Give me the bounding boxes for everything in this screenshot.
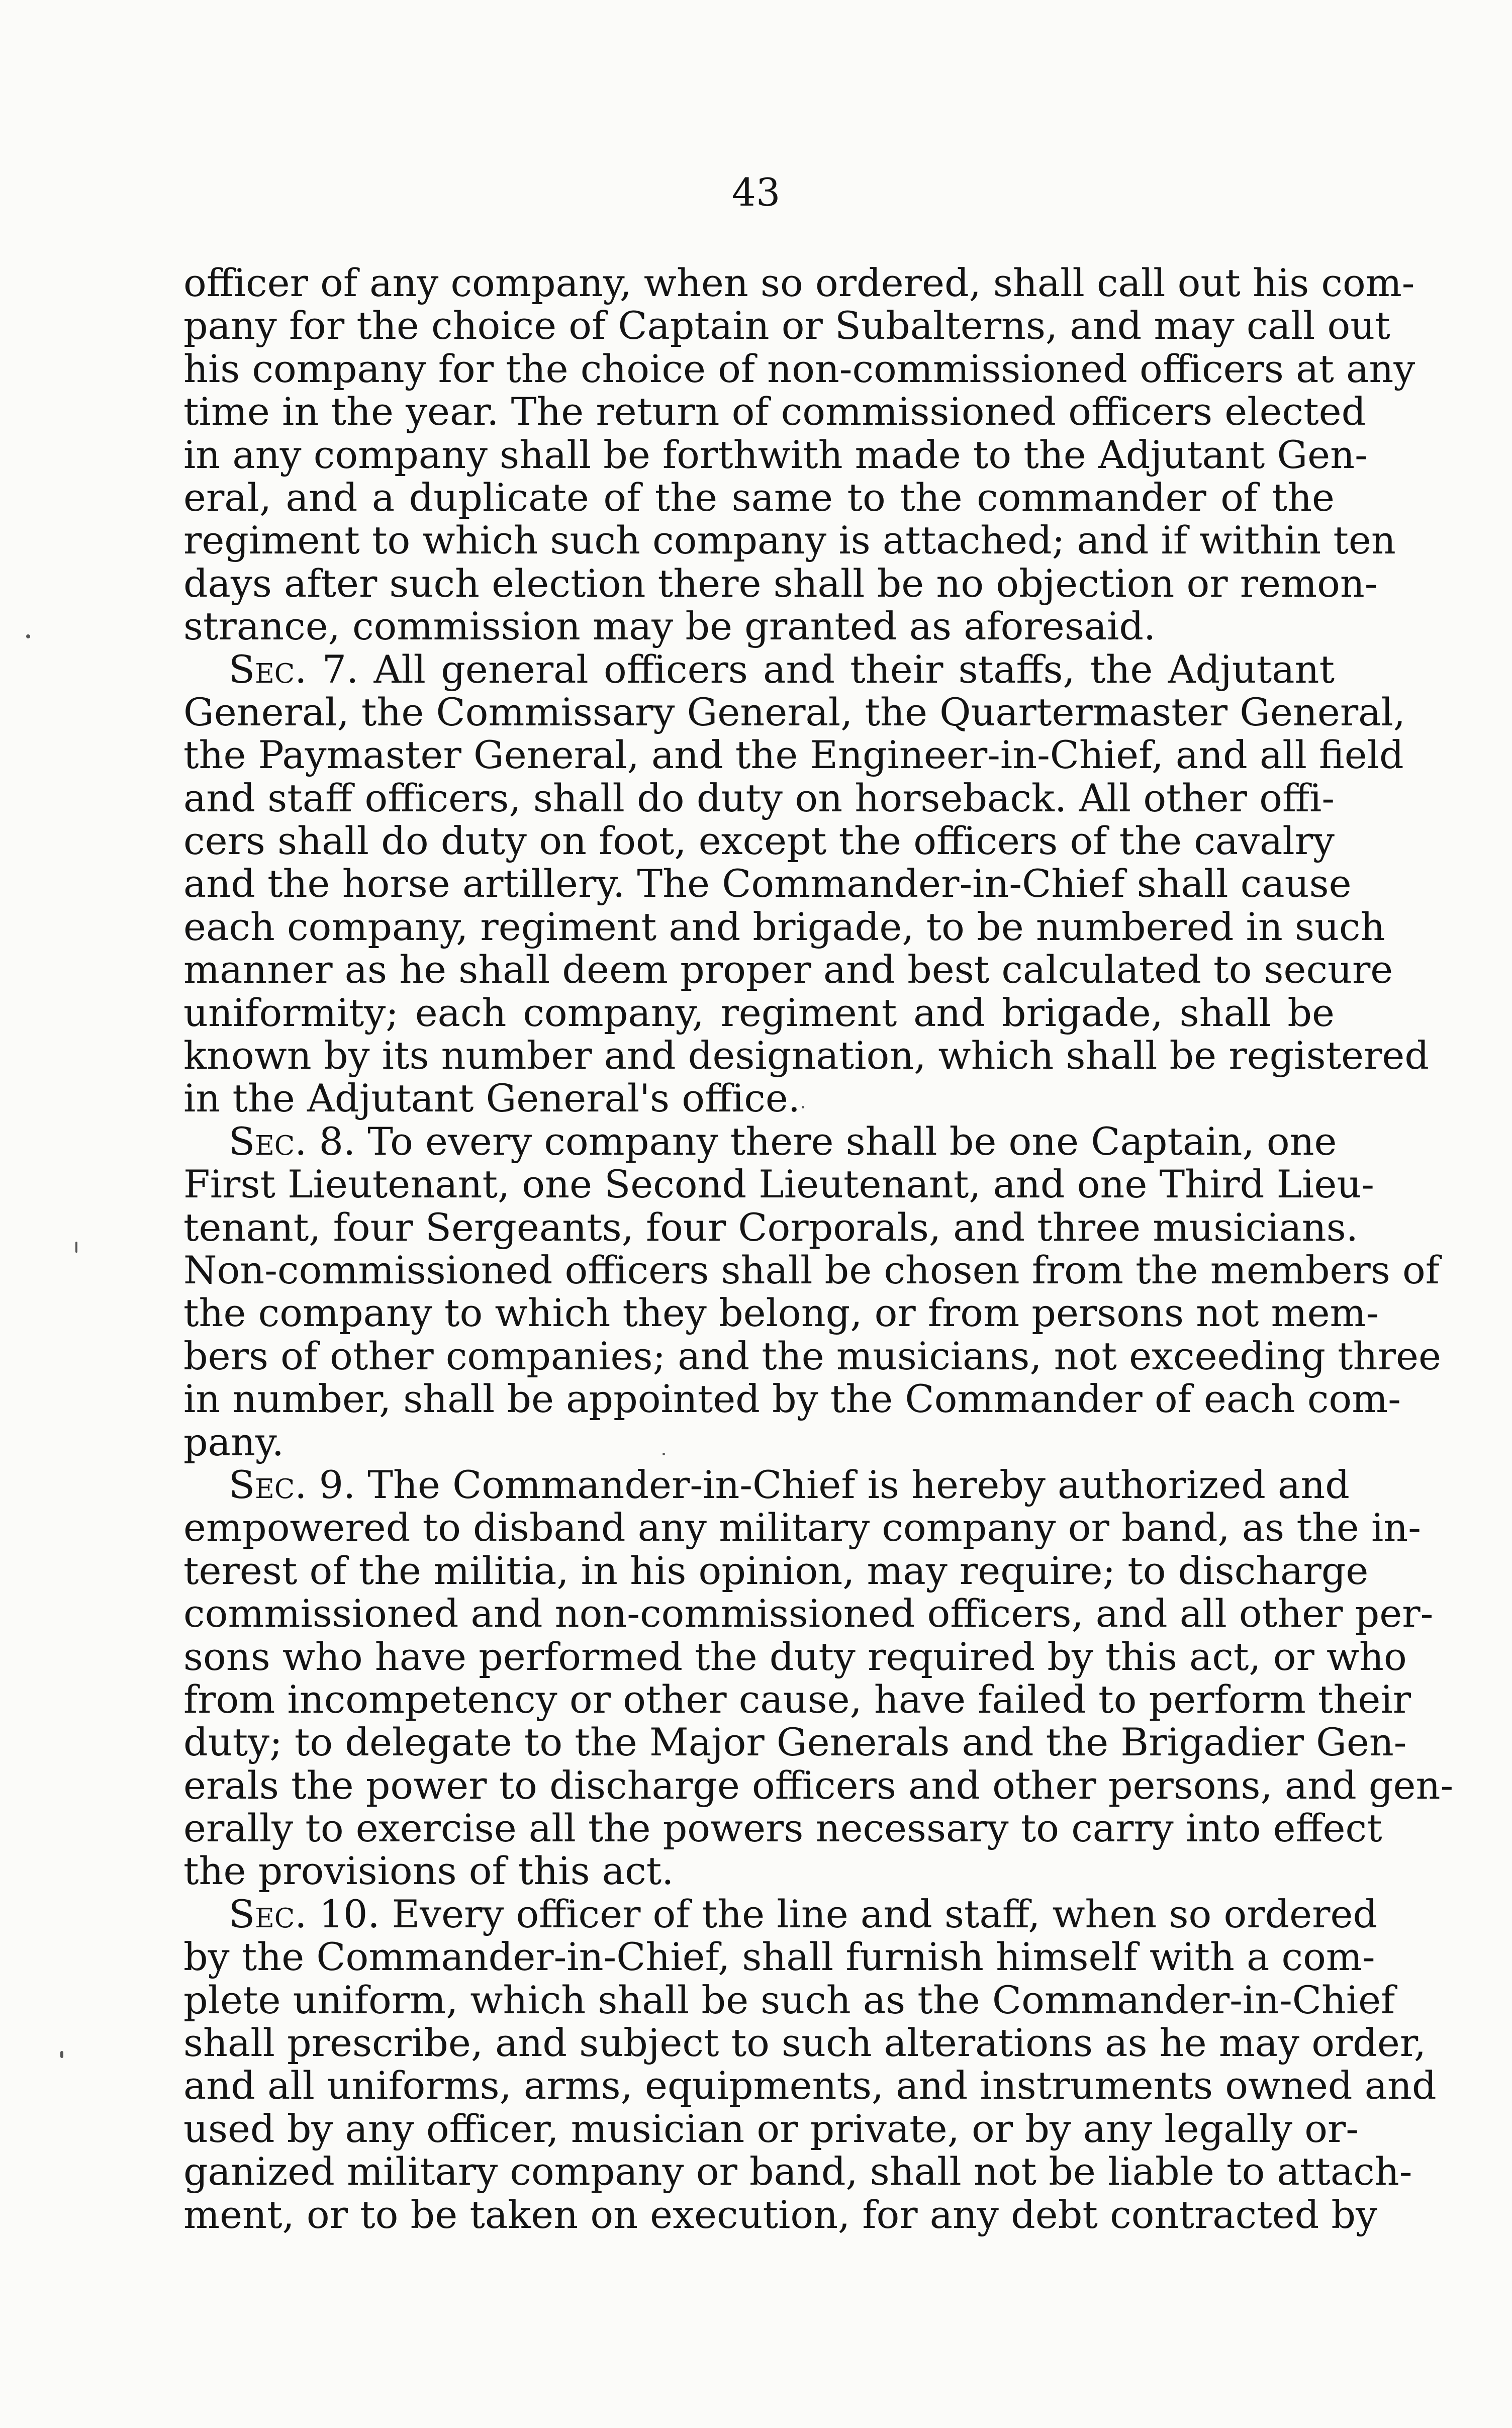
line-text: regiment to which such company is attached; and if within ten — [183, 518, 1396, 563]
text-line — [183, 1505, 1421, 1550]
text-line — [183, 303, 1390, 348]
line-text: pany for the choice of Captain or Subalterns, and may call out — [183, 303, 1390, 348]
line-text: plete uniform, which shall be such as the Commander-in-Chief — [183, 1977, 1395, 2022]
line-text: Non-commissioned officers shall be chosen from the members of — [183, 1247, 1440, 1292]
text-line — [183, 2063, 1437, 2108]
line-text: the Paymaster General, and the Engineer-in-Chief, and all field — [183, 732, 1404, 778]
section-label: Sec. 8. — [229, 1118, 356, 1164]
scan-speck — [802, 1106, 804, 1108]
section-label: Sec. 7. — [229, 646, 359, 692]
scan-speck — [663, 1453, 665, 1455]
line-text: shall prescribe, and subject to such alterations as he may order, — [183, 2020, 1427, 2066]
line-text: First Lieutenant, one Second Lieutenant, and one Third Lieu- — [183, 1162, 1374, 1207]
text-line — [183, 1977, 1395, 2022]
text-line — [183, 1806, 1382, 1851]
text-line — [183, 819, 1335, 862]
text-line — [183, 476, 1335, 519]
line-text: in any company shall be forthwith made to the Adjutant Gen- — [183, 432, 1368, 477]
line-text: time in the year. The return of commissioned officers elected — [183, 389, 1366, 434]
text-line — [183, 861, 1352, 906]
line-text: and all uniforms, arms, equipments, and instruments owned and — [183, 2063, 1437, 2108]
line-text: from incompetency or other cause, have failed to perform their — [183, 1676, 1411, 1722]
line-text: in number, shall be appointed by the Commander of each com- — [183, 1376, 1401, 1422]
line-text: by the Commander-in-Chief, shall furnish himself with a com- — [183, 1934, 1375, 1980]
text-line — [183, 1849, 1335, 1892]
text-line — [183, 1162, 1374, 1207]
line-text: ganized military company or band, shall not be liable to attach- — [183, 2149, 1412, 2194]
line-text: Every officer of the line and staff, when so ordered — [380, 1891, 1378, 1936]
line-text: erally to exercise all the powers necessary to carry into effect — [183, 1806, 1382, 1851]
line-text: uniformity; each company, regiment and brigade, shall be — [183, 990, 1335, 1035]
text-line — [183, 1762, 1454, 1808]
scan-speck — [60, 2051, 63, 2058]
text-line — [183, 561, 1378, 606]
text-line — [183, 1891, 1378, 1936]
line-text: eral, and a duplicate of the same to the commander of the — [183, 475, 1335, 520]
line-text: and the horse artillery. The Commander-in-Chief shall cause — [183, 861, 1352, 906]
section-label: Sec. 10. — [229, 1891, 380, 1936]
section-label: Sec. 9. — [229, 1462, 356, 1507]
line-text: and staff officers, shall do duty on horseback. All other offi- — [183, 775, 1335, 820]
line-text: the provisions of this act. — [183, 1848, 674, 1894]
scan-speck — [75, 1242, 77, 1253]
text-line — [183, 1462, 1350, 1507]
line-text: each company, regiment and brigade, to be numbered in such — [183, 904, 1385, 949]
line-text: known by its number and designation, which shall be registered — [183, 1033, 1430, 1078]
text-line — [183, 1290, 1379, 1336]
scan-speck — [26, 634, 30, 638]
text-line — [183, 777, 1335, 819]
line-text: commissioned and non-commissioned officers, and all other per- — [183, 1591, 1434, 1636]
text-line — [183, 689, 1405, 734]
text-line — [183, 1548, 1369, 1593]
text-line — [183, 947, 1393, 992]
text-line — [183, 389, 1366, 434]
line-text: All general officers and their staffs, the Adjutant — [358, 646, 1335, 692]
text-line — [183, 2106, 1359, 2151]
line-text: terest of the militia, in his opinion, may require; to discharge — [183, 1548, 1369, 1593]
line-text: officer of any company, when so ordered, shall call out his com- — [183, 260, 1415, 305]
line-text: days after such election there shall be no objection or remon- — [183, 561, 1378, 606]
text-line — [183, 904, 1385, 949]
text-line — [183, 1676, 1411, 1722]
text-line — [183, 1120, 1335, 1163]
text-line — [183, 1077, 1335, 1119]
text-line — [183, 1421, 1335, 1463]
text-line — [183, 1591, 1434, 1636]
text-line — [183, 1720, 1407, 1765]
line-text: pany. — [183, 1419, 284, 1464]
text-line — [183, 346, 1415, 391]
text-line — [183, 1634, 1407, 1679]
text-line — [183, 732, 1404, 778]
text-line — [183, 1247, 1440, 1292]
text-line — [183, 2020, 1427, 2066]
page-number: 43 — [731, 170, 781, 215]
line-text: manner as he shall deem proper and best calculated to secure — [183, 947, 1393, 992]
text-line — [183, 2149, 1412, 2194]
text-line — [183, 991, 1335, 1034]
text-line — [183, 1204, 1358, 1250]
line-text: empowered to disband any military company or band, as the in- — [183, 1505, 1421, 1550]
text-line — [183, 2192, 1377, 2237]
line-text: his company for the choice of non-commissioned officers at any — [183, 346, 1415, 391]
body-text — [183, 260, 1454, 2237]
line-text: duty; to delegate to the Major Generals and the Brigadier Gen- — [183, 1720, 1407, 1765]
text-line — [183, 605, 1335, 647]
line-text: The Commander-in-Chief is hereby authorized and — [355, 1462, 1350, 1507]
line-text: cers shall do duty on foot, except the officers of the cavalry — [183, 818, 1335, 864]
line-text: sons who have performed the duty required by this act, or who — [183, 1634, 1407, 1679]
text-line — [183, 1333, 1441, 1378]
text-line — [183, 432, 1368, 477]
text-line — [183, 648, 1335, 691]
line-text: tenant, four Sergeants, four Corporals, and three musicians. — [183, 1204, 1358, 1250]
line-text: General, the Commissary General, the Quartermaster General, — [183, 689, 1405, 734]
text-line — [183, 260, 1415, 305]
line-text: in the Adjutant General's office. — [183, 1076, 800, 1121]
text-line — [183, 518, 1396, 563]
line-text: used by any officer, musician or private, or by any legally or- — [183, 2106, 1359, 2151]
text-line — [183, 1934, 1375, 1980]
text-line — [183, 1376, 1401, 1422]
line-text: the company to which they belong, or from persons not mem- — [183, 1290, 1379, 1336]
line-text: ment, or to be taken on execution, for any debt contracted by — [183, 2192, 1377, 2237]
line-text: strance, commission may be granted as aforesaid. — [183, 604, 1156, 649]
line-text: bers of other companies; and the musicians, not exceeding three — [183, 1333, 1441, 1378]
line-text: erals the power to discharge officers and other persons, and gen- — [183, 1762, 1454, 1808]
line-text: To every company there shall be one Captain, one — [355, 1118, 1337, 1164]
text-line — [183, 1033, 1430, 1078]
